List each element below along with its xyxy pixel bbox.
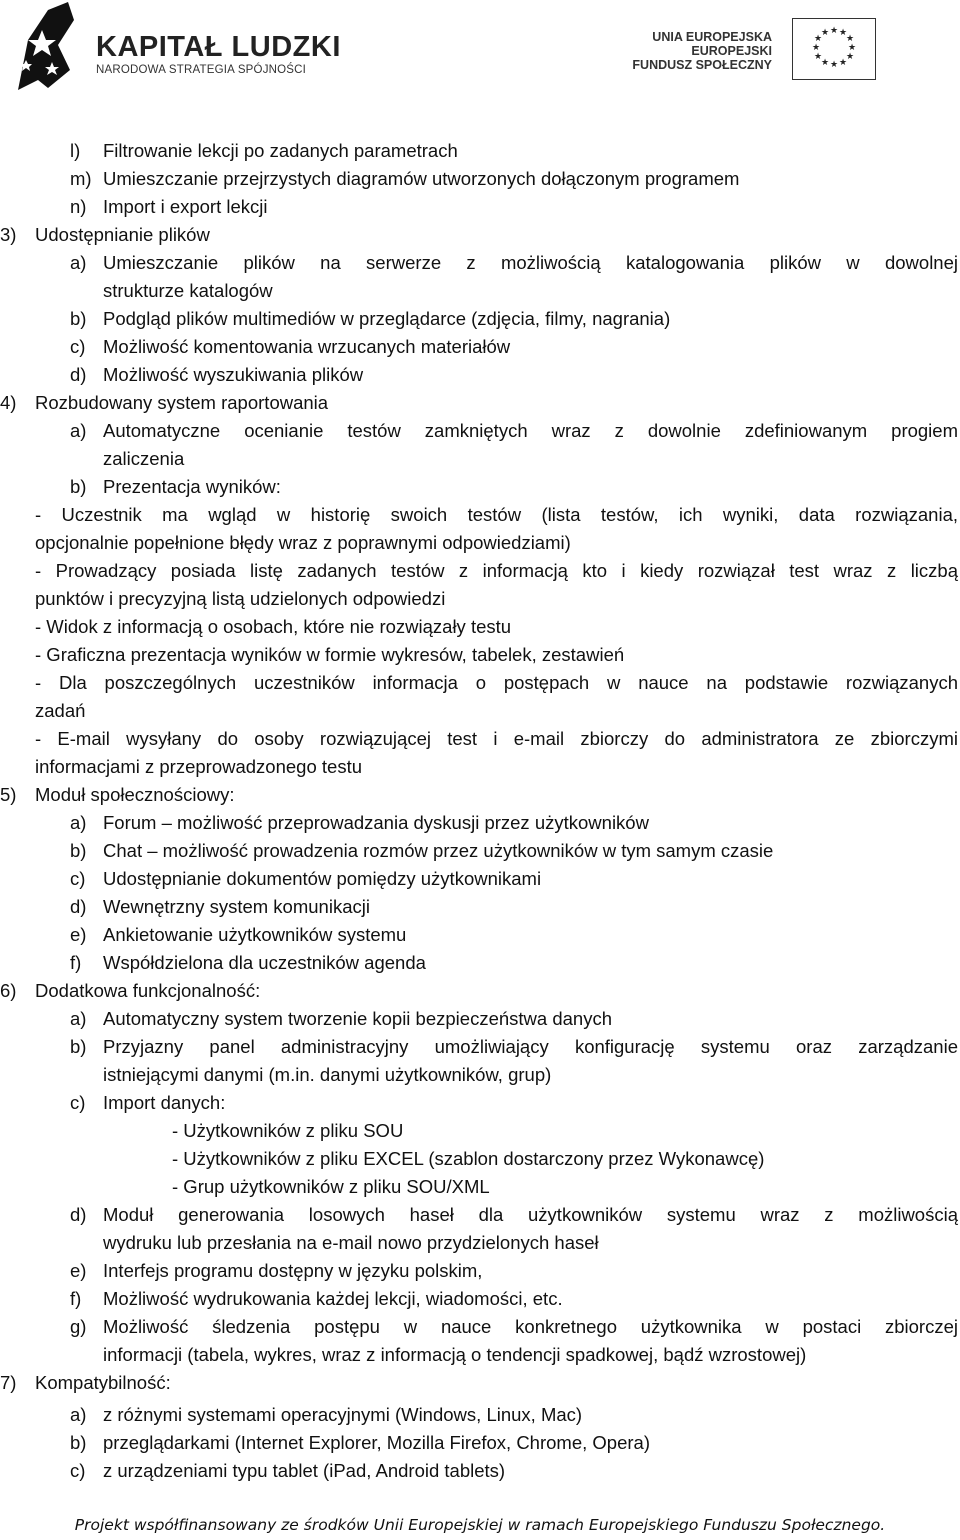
list-item-label: e) xyxy=(70,1260,87,1281)
list-item-label: 7) xyxy=(0,1372,17,1393)
list-item-text: Import danych: xyxy=(103,1092,226,1113)
list-item-text: przeglądarkami (Internet Explorer, Mozilla Firefox, Chrome, Opera) xyxy=(103,1432,650,1453)
kapital-ludzki-logo-icon xyxy=(8,0,80,98)
list-item-label: m) xyxy=(70,168,92,189)
list-item-label: c) xyxy=(70,868,86,889)
list-item-label: a) xyxy=(70,252,87,273)
list-item-label: b) xyxy=(70,476,87,497)
list-item-text: Rozbudowany system raportowania xyxy=(35,392,329,413)
list-item-label: d) xyxy=(70,896,87,917)
list-item-text: Moduł generowania losowych haseł dla użytkowników systemu wraz z możliwością xyxy=(103,1204,958,1225)
list-item-label: c) xyxy=(70,1092,86,1113)
svg-text:★: ★ xyxy=(829,60,839,70)
eu-logo-text xyxy=(620,30,772,72)
kapital-ludzki-title: KAPITAŁ LUDZKI xyxy=(96,31,341,63)
list-item-text: Automatyczny system tworzenie kopii bezpieczeństwa danych xyxy=(103,1008,612,1029)
list-item-label: 6) xyxy=(0,980,17,1001)
list-item-label: 4) xyxy=(0,392,17,413)
list-item-text: Automatyczne ocenianie testów zamkniętych wraz z dowolnie zdefiniowanym progiem xyxy=(103,420,958,441)
list-item-label: b) xyxy=(70,308,87,329)
list-item-text: Prezentacja wyników: xyxy=(103,476,281,497)
list-item-text: Możliwość śledzenia postępu w nauce konkretnego użytkownika w postaci zbiorczej xyxy=(103,1316,958,1337)
svg-text:★: ★ xyxy=(838,58,848,68)
list-item-label: f) xyxy=(70,1288,82,1309)
list-item-text: Umieszczanie przejrzystych diagramów utworzonych dołączonym programem xyxy=(103,168,740,189)
list-item-text: zadań xyxy=(35,700,86,721)
svg-text:★: ★ xyxy=(838,28,848,38)
eu-line-1: UNIA EUROPEJSKA xyxy=(652,30,772,44)
list-item-text: - Dla poszczególnych uczestników informacja o postępach w nauce na podstawie rozwiązanych xyxy=(35,672,958,693)
svg-text:★: ★ xyxy=(820,58,830,68)
list-item-label: d) xyxy=(70,364,87,385)
list-item-text: Przyjazny panel administracyjny umożliwiający konfigurację systemu oraz zarządzanie xyxy=(103,1036,958,1057)
list-item-text: z różnymi systemami operacyjnymi (Windows, Linux, Mac) xyxy=(103,1404,583,1425)
list-item-text: Współdzielona dla uczestników agenda xyxy=(103,952,426,973)
svg-text:★: ★ xyxy=(847,43,857,53)
list-item-label: a) xyxy=(70,420,87,441)
list-item-text: opcjonalnie popełnione błędy wraz z poprawnymi odpowiedziami) xyxy=(35,532,571,553)
list-item-text: - Użytkowników z pliku SOU xyxy=(172,1120,404,1141)
list-item-text: informacji (tabela, wykres, wraz z informacją o tendencji spadkowej, bądź wzrostowej) xyxy=(103,1344,807,1365)
list-item-label: 3) xyxy=(0,224,17,245)
list-item-text: - Prowadzący posiada listę zadanych testów z informacją kto i kiedy rozwiązał test wraz z liczbą xyxy=(35,560,958,581)
svg-text:★: ★ xyxy=(845,34,855,44)
list-item-text: informacjami z przeprowadzonego testu xyxy=(35,756,362,777)
list-item-label: b) xyxy=(70,1036,87,1057)
list-item-label: n) xyxy=(70,196,87,217)
list-item-text: Możliwość wyszukiwania plików xyxy=(103,364,364,385)
list-item-text: Forum – możliwość przeprowadzania dyskusji przez użytkowników xyxy=(103,812,649,833)
list-item-text: z urządzeniami typu tablet (iPad, Android tablets) xyxy=(103,1460,506,1481)
list-item-label: a) xyxy=(70,1404,87,1425)
eu-flag-icon xyxy=(792,18,876,80)
svg-text:★: ★ xyxy=(813,34,823,44)
svg-text:★: ★ xyxy=(829,26,839,36)
svg-text:★: ★ xyxy=(811,43,821,53)
svg-text:★: ★ xyxy=(813,52,823,62)
list-item-text: Import i export lekcji xyxy=(103,196,268,217)
eu-line-3: FUNDUSZ SPOŁECZNY xyxy=(632,58,772,72)
list-item-label: b) xyxy=(70,1432,87,1453)
list-item-label: c) xyxy=(70,1460,86,1481)
list-item-text: Kompatybilność: xyxy=(35,1372,171,1393)
list-item-text: wydruku lub przesłania na e-mail nowo przydzielonych haseł xyxy=(103,1232,599,1253)
list-item-label: a) xyxy=(70,1008,87,1029)
list-item-label: f) xyxy=(70,952,82,973)
list-item-text: Udostępnianie plików xyxy=(35,224,210,245)
list-item-text: - Graficzna prezentacja wyników w formie wykresów, tabelek, zestawień xyxy=(35,644,625,665)
list-item-label: c) xyxy=(70,336,86,357)
list-item-label: 5) xyxy=(0,784,17,805)
list-item-label: d) xyxy=(70,1204,87,1225)
svg-text:★: ★ xyxy=(845,52,855,62)
list-item-text: Moduł społecznościowy: xyxy=(35,784,235,805)
list-item-label: b) xyxy=(70,840,87,861)
list-item-text: Wewnętrzny system komunikacji xyxy=(103,896,370,917)
svg-text:★: ★ xyxy=(820,28,830,38)
list-item-label: l) xyxy=(70,140,81,161)
list-item-text: strukturze katalogów xyxy=(103,280,273,301)
list-item-text: Umieszczanie plików na serwerze z możliwością katalogowania plików w dowolnej xyxy=(103,252,958,273)
list-item-text: Chat – możliwość prowadzenia rozmów przez użytkowników w tym samym czasie xyxy=(103,840,774,861)
list-item-text: Ankietowanie użytkowników systemu xyxy=(103,924,407,945)
list-item-label: g) xyxy=(70,1316,87,1337)
list-item-text: zaliczenia xyxy=(103,448,185,469)
list-item-text: - E-mail wysyłany do osoby rozwiązującej test i e-mail zbiorczy do administratora ze zbiorczymi xyxy=(35,728,958,749)
list-item-text: Filtrowanie lekcji po zadanych parametrach xyxy=(103,140,458,161)
list-item-text: punktów i precyzyjną listą udzielonych odpowiedzi xyxy=(35,588,446,609)
eu-line-2: EUROPEJSKI xyxy=(691,44,772,58)
page-header xyxy=(0,0,960,110)
list-item-label: e) xyxy=(70,924,87,945)
list-item-text: Możliwość komentowania wrzucanych materiałów xyxy=(103,336,511,357)
list-item-text: - Użytkowników z pliku EXCEL (szablon dostarczony przez Wykonawcę) xyxy=(172,1148,765,1169)
kapital-ludzki-text xyxy=(96,32,341,76)
list-item-text: Interfejs programu dostępny w języku polskim, xyxy=(103,1260,483,1281)
list-item-text: - Grup użytkowników z pliku SOU/XML xyxy=(172,1176,490,1197)
list-item-text: Możliwość wydrukowania każdej lekcji, wiadomości, etc. xyxy=(103,1288,563,1309)
kapital-ludzki-subtitle: NARODOWA STRATEGIA SPÓJNOŚCI xyxy=(96,64,307,76)
list-item-label: a) xyxy=(70,812,87,833)
list-item-text: Dodatkowa funkcjonalność: xyxy=(35,980,261,1001)
list-item-text: - Widok z informacją o osobach, które nie rozwiązały testu xyxy=(35,616,512,637)
list-item-text: Podgląd plików multimediów w przeglądarce (zdjęcia, filmy, nagrania) xyxy=(103,308,671,329)
list-item-text: istniejącymi danymi (m.in. danymi użytkowników, grup) xyxy=(103,1064,552,1085)
list-item-text: - Uczestnik ma wgląd w historię swoich testów (lista testów, ich wyniki, data rozwiązania, xyxy=(35,504,958,525)
footer-text: Projekt współfinansowany ze środków Unii Europejskiej w ramach Europejskiego Funduszu Społecznego. xyxy=(74,1516,886,1534)
list-item-text: Udostępnianie dokumentów pomiędzy użytkownikami xyxy=(103,868,542,889)
